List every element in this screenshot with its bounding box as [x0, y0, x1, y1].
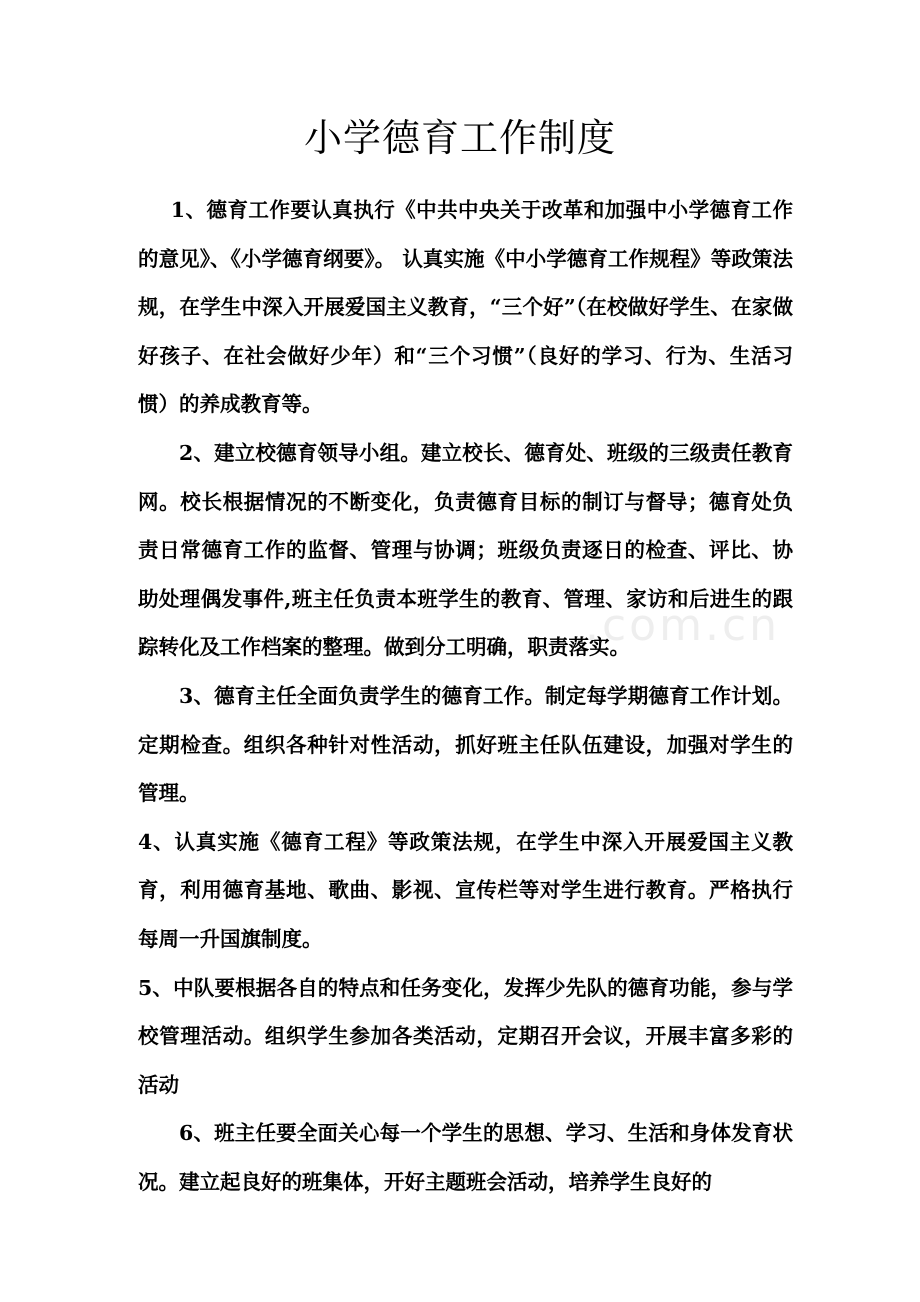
document-body	[138, 186, 793, 1206]
document-title: 小学德育工作制度	[303, 116, 616, 160]
paragraph-2: 2、建立校德育领导小组。建立校长、德育处、班级的三级责任教育网。校长根据情况的不断变化，负责德育目标的制订与督导；德育处负责日常德育工作的监督、管理与协调；班级负责逐日的检查、评比、协助处理偶发事件,班主任负责本班学生的教育、管理、家访和后进生的跟踪转化及工作档案的整理。做到分工明确，职责落实。	[138, 440, 793, 660]
paragraph-5: 5、中队要根据各自的特点和任务变化，发挥少先队的德育功能，参与学校管理活动。组织学生参加各类活动，定期召开会议，开展丰富多彩的活动	[138, 975, 793, 1097]
paragraph-6: 6、班主任要全面关心每一个学生的思想、学习、生活和身体发育状况。建立起良好的班集体，开好主题班会活动，培养学生良好的	[138, 1121, 793, 1194]
paragraph-4: 4、认真实施《德育工程》等政策法规，在学生中深入开展爱国主义教育，利用德育基地、歌曲、影视、宣传栏等对学生进行教育。严格执行每周一升国旗制度。	[138, 829, 793, 951]
paragraph-3: 3、德育主任全面负责学生的德育工作。制定每学期德育工作计划。定期检查。组织各种针对性活动，抓好班主任队伍建设，加强对学生的管理。	[138, 683, 793, 806]
paragraph-1: 1、德育工作要认真执行《中共中央关于改革和加强中小学德育工作的意见》、《小学德育纲要》。 认真实施《中小学德育工作规程》等政策法规，在学生中深入开展爱国主义教育，“三个好”（在校做好学生、在家做好孩子、在社会做好少年）和“三个习惯”（良好的学习、行为、生活习惯）的养成教育等。	[138, 198, 793, 417]
watermark-text: .com.cn	[585, 600, 781, 651]
